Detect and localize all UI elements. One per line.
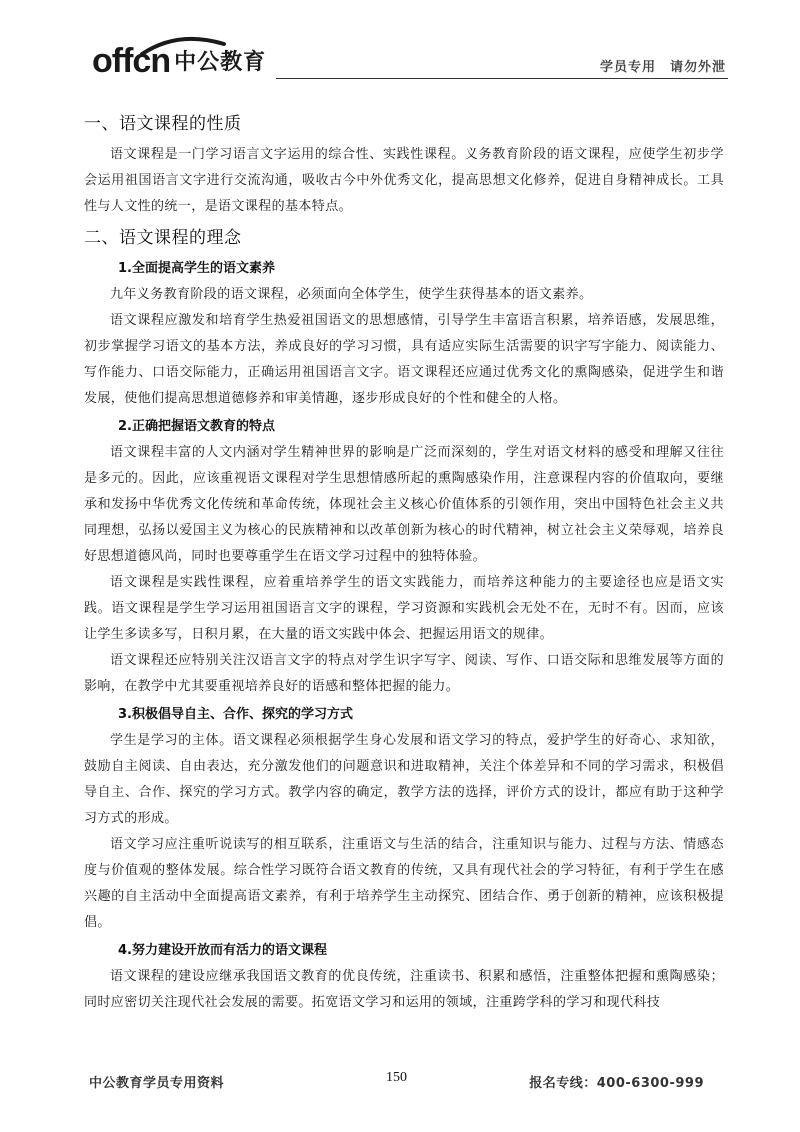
section-heading: 一、语文课程的性质 xyxy=(84,114,242,134)
header-tag: 学员专用 请勿外泄 xyxy=(599,60,726,75)
paragraph: 语文课程丰富的人文内涵对学生精神世界的影响是广泛而深刻的，学生对语文材料的感受和理解又往往是多元的。因此，应该重视语文课程对学生思想情感所起的熏陶感染作用，注意课程内容的价值取向，要继承和发扬中华优秀文化传统和革命传统，体现社会主义核心价值体系的引领作用，突出中国特色社会主义共同理想，弘扬以爱国主义为核心的民族精神和以改革创新为核心的时代精神，树立社会主义荣辱观，培养良好思想道德风尚，同时也要尊重学生在语文学习过程中的独特体验。 xyxy=(84,445,724,564)
paragraph: 语文学习应注重听说读写的相互联系，注重语文与生活的结合，注重知识与能力、过程与方法、情感态度与价值观的整体发展。综合性学习既符合语文教育的传统，又具有现代社会的学习特征，有利于学生在感兴趣的自主活动中全面提高语文素养，有利于培养学生主动探究、团结合作、勇于创新的精神，应该积极提倡。 xyxy=(84,837,724,930)
paragraph: 语文课程是一门学习语言文字运用的综合性、实践性课程。义务教育阶段的语文课程，应使学生初步学会运用祖国语言文字进行交流沟通，吸收古今中外优秀文化，提高思想文化修养，促进自身精神成长。工具性与人文性的统一，是语文课程的基本特点。 xyxy=(84,147,724,214)
subsection-heading: 2.正确把握语文教育的特点 xyxy=(118,419,275,434)
logo-text-en: offcn xyxy=(92,42,171,80)
section-heading: 二、语文课程的理念 xyxy=(84,228,242,248)
page-header xyxy=(0,0,800,90)
page-content xyxy=(84,108,724,1016)
footer-hotline: 报名专线：400-6300-999 xyxy=(529,1076,704,1091)
subsection-heading: 3.积极倡导自主、合作、探究的学习方式 xyxy=(118,707,353,722)
paragraph: 语文课程应激发和培育学生热爱祖国语文的思想感情，引导学生丰富语言积累，培养语感，发展思维，初步掌握学习语文的基本方法，养成良好的学习习惯，具有适应实际生活需要的识字写字能力、阅读能力、写作能力、口语交际能力，正确运用祖国语言文字。语文课程还应通过优秀文化的熏陶感染，促进学生和谐发展，使他们提高思想道德修养和审美情趣，逐步形成良好的个性和健全的人格。 xyxy=(84,313,724,406)
paragraph: 九年义务教育阶段的语文课程，必须面向全体学生，使学生获得基本的语文素养。 xyxy=(110,287,593,302)
paragraph: 语文课程的建设应继承我国语文教育的优良传统，注重读书、积累和感悟，注重整体把握和熏陶感染；同时应密切关注现代社会发展的需要。拓宽语文学习和运用的领域，注重跨学科的学习和现代科技 xyxy=(84,969,724,1010)
paragraph: 语文课程是实践性课程，应着重培养学生的语文实践能力，而培养这种能力的主要途径也应是语文实践。语文课程是学生学习运用祖国语言文字的课程，学习资源和实践机会无处不在，无时不有。因而，应该让学生多读多写，日积月累，在大量的语文实践中体会、把握运用语文的规律。 xyxy=(84,575,724,642)
header-divider xyxy=(276,78,728,79)
paragraph: 语文课程还应特别关注汉语言文字的特点对学生识字写字、阅读、写作、口语交际和思维发展等方面的影响，在教学中尤其要重视培养良好的语感和整体把握的能力。 xyxy=(84,653,724,694)
page-number: 150 xyxy=(386,1070,407,1085)
page-footer xyxy=(0,1068,800,1108)
offcn-logo xyxy=(92,38,266,78)
subsection-heading: 4.努力建设开放而有活力的语文课程 xyxy=(118,943,327,958)
paragraph: 学生是学习的主体。语文课程必须根据学生身心发展和语文学习的特点，爱护学生的好奇心、求知欲，鼓励自主阅读、自由表达，充分激发他们的问题意识和进取精神，关注个体差异和不同的学习需求，积极倡导自主、合作、探究的学习方式。教学内容的确定，教学方法的选择，评价方式的设计，都应有助于这种学习方式的形成。 xyxy=(84,733,724,826)
subsection-heading: 1.全面提高学生的语文素养 xyxy=(118,261,275,276)
logo-arc-icon xyxy=(138,36,228,56)
footer-label: 中公教育学员专用资料 xyxy=(89,1076,225,1091)
logo-text-cn: 中公教育 xyxy=(174,50,267,75)
